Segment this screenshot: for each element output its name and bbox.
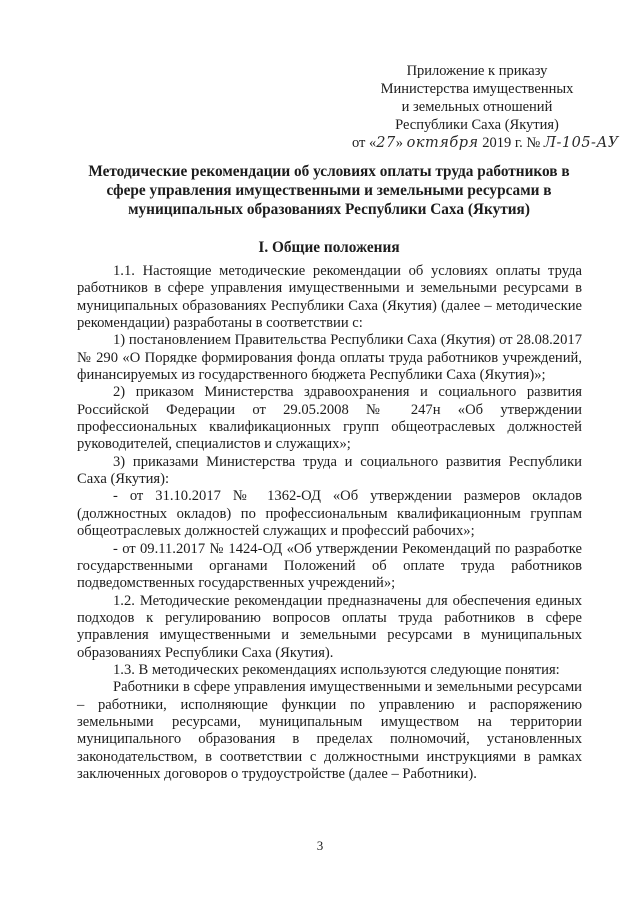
paragraph: 1.1. Настоящие методические рекомендации об условиях оплаты труда работников в сфере управления имущественными и земельными ресурсами в муниципальных образованиях Республики Саха (Якутия) (далее – методические рекомендации) разработаны в соответствии с: bbox=[77, 263, 582, 332]
paragraph: 1.2. Методические рекомендации предназначены для обеспечения единых подходов к регулированию вопросов оплаты труда работников в сфере управления имущественными и земельными ресурсами в муниципальных образованиях Республики Саха (Якутия). bbox=[77, 592, 582, 661]
title-line: Методические рекомендации об условиях оплаты труда работников в bbox=[88, 163, 570, 180]
annex-date-number-line bbox=[352, 134, 619, 152]
date-month: октября bbox=[406, 135, 479, 151]
section-heading: I. Общие положения bbox=[258, 239, 400, 256]
paragraph: 3) приказами Министерства труда и социального развития Республики Саха (Якутия): bbox=[77, 453, 582, 488]
annex-line: и земельных отношений bbox=[401, 99, 553, 115]
paragraph: 2) приказом Министерства здравоохранения и социального развития Российской Федерации от 29.05.2008 № 247н «Об утверждении профессиональных квалификационных групп общеотраслевых должностей руководителей, специалистов и служащих»; bbox=[77, 384, 582, 453]
annex-line: Министерства имущественных bbox=[380, 81, 574, 97]
document-number: Л-105-АУ bbox=[543, 135, 619, 151]
paragraph: - от 09.11.2017 № 1424-ОД «Об утверждении Рекомендаций по разработке государственными органами Положений об оплате труда работников подведомственных государственных учреждений»; bbox=[77, 540, 582, 592]
paragraph: 1) постановлением Правительства Республики Саха (Якутия) от 28.08.2017 № 290 «О Порядке формирования фонда оплаты труда работников учреждений, финансируемых из государственного бюджета Республики Саха (Якутия)»; bbox=[77, 332, 582, 384]
annex-line: Приложение к приказу bbox=[406, 63, 548, 79]
annex-line: Республики Саха (Якутия) bbox=[395, 117, 559, 133]
document-body bbox=[77, 263, 582, 783]
date-mid: » bbox=[395, 135, 403, 151]
date-day: 27 bbox=[376, 135, 396, 151]
date-year: 2019 г. № bbox=[482, 135, 541, 151]
paragraph: 1.3. В методических рекомендациях используются следующие понятия: bbox=[113, 661, 560, 678]
date-prefix: от « bbox=[352, 135, 377, 151]
document-title bbox=[78, 162, 580, 219]
paragraph: Работники в сфере управления имущественными и земельными ресурсами – работники, исполняющие функции по управлению и распоряжению земельными ресурсами, муниципальным имуществом на территории муниципального образования в пределах полномочий, установленных законодательством, в соответствии с должностными инструкциями в рамках заключенных договоров о трудоустройстве (далее – Работники). bbox=[77, 679, 582, 782]
page-number: 3 bbox=[316, 838, 324, 853]
annex-header bbox=[352, 62, 619, 152]
paragraph: - от 31.10.2017 № 1362-ОД «Об утверждении размеров окладов (должностных окладов) по профессиональным квалификационным группам общеотраслевых должностей служащих и профессий рабочих»; bbox=[77, 488, 582, 540]
title-line: сфере управления имущественными и земельными ресурсами в bbox=[106, 182, 552, 199]
title-line: муниципальных образованиях Республики Саха (Якутия) bbox=[128, 201, 530, 218]
